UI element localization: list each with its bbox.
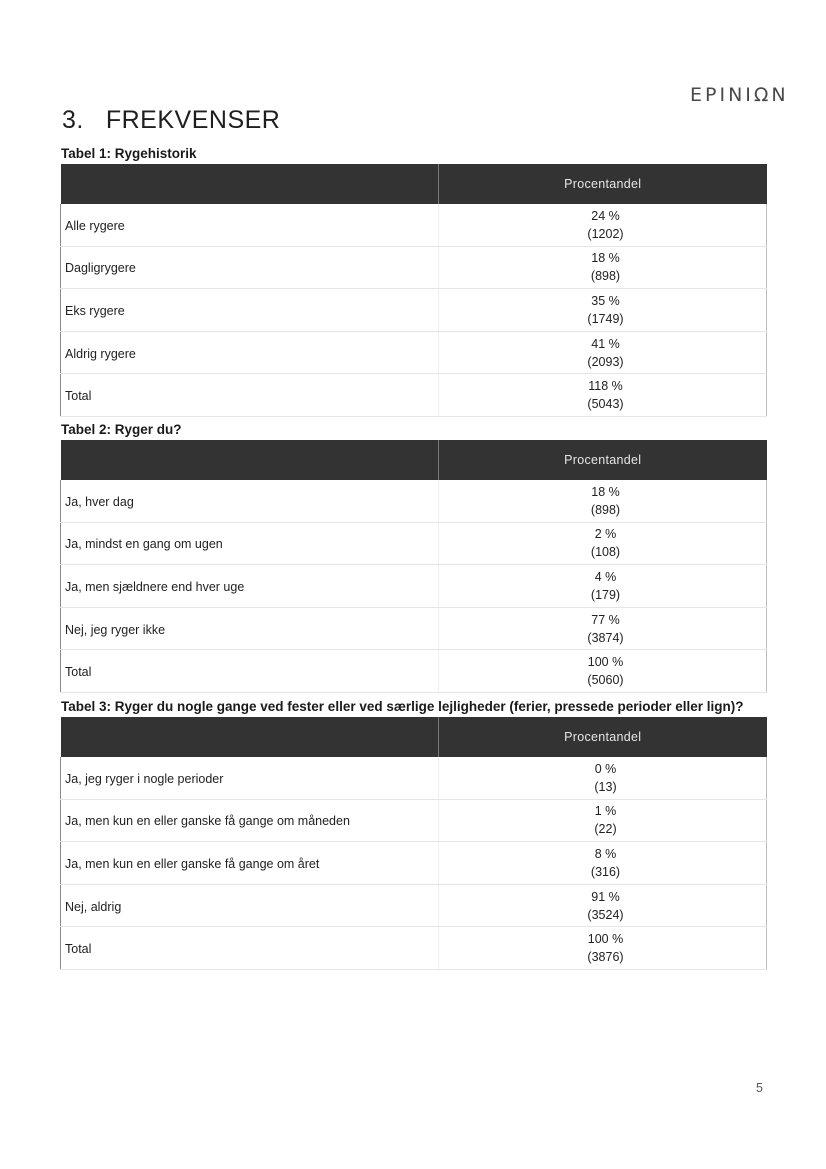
row-value	[439, 927, 767, 970]
count-value: (316)	[590, 864, 621, 879]
percent-value: 100 %	[587, 932, 624, 947]
percent-value: 8 %	[594, 846, 617, 861]
count-value: (5043)	[587, 397, 624, 412]
row-value	[439, 565, 767, 608]
table-row	[61, 289, 767, 332]
column-header-procentandel: Procentandel	[439, 717, 767, 757]
count-value: (3874)	[587, 630, 624, 645]
row-value	[439, 650, 767, 693]
percent-value: 91 %	[591, 889, 620, 904]
count-value: (22)	[594, 822, 617, 837]
column-header-procentandel: Procentandel	[439, 440, 767, 480]
row-label: Aldrig rygere	[61, 331, 439, 374]
table-row	[61, 842, 767, 885]
table-header-row	[61, 440, 767, 480]
row-label: Nej, aldrig	[61, 884, 439, 927]
percent-value: 100 %	[587, 655, 624, 670]
percent-value: 4 %	[594, 569, 617, 584]
table-row	[61, 246, 767, 289]
table-row	[61, 799, 767, 842]
row-value	[439, 289, 767, 332]
table-row	[61, 884, 767, 927]
percent-value: 41 %	[591, 336, 620, 351]
table-row	[61, 757, 767, 799]
count-value: (1749)	[587, 311, 624, 326]
percent-value: 1 %	[594, 804, 617, 819]
count-value: (1202)	[587, 226, 624, 241]
table-3-block	[60, 697, 766, 970]
header-blank-cell	[61, 440, 439, 480]
row-label: Total	[61, 650, 439, 693]
count-value: (3876)	[587, 950, 624, 965]
table-row	[61, 607, 767, 650]
percent-value: 18 %	[591, 484, 620, 499]
row-value	[439, 607, 767, 650]
row-label: Ja, men sjældnere end hver uge	[61, 565, 439, 608]
row-label: Ja, men kun en eller ganske få gange om måneden	[61, 799, 439, 842]
table-row	[61, 204, 767, 246]
percent-value: 24 %	[591, 208, 620, 223]
table-2	[60, 440, 767, 693]
table-3	[60, 717, 767, 970]
table-row-total	[61, 374, 767, 417]
table-row	[61, 480, 767, 522]
count-value: (5060)	[587, 673, 624, 688]
table-row	[61, 522, 767, 565]
column-header-procentandel: Procentandel	[439, 164, 767, 204]
table-2-caption: Tabel 2: Ryger du?	[61, 422, 182, 437]
section-number: 3.	[62, 106, 84, 134]
table-header-row	[61, 164, 767, 204]
row-value	[439, 331, 767, 374]
table-2-block	[60, 420, 766, 693]
row-label: Nej, jeg ryger ikke	[61, 607, 439, 650]
row-label: Dagligrygere	[61, 246, 439, 289]
table-row-total	[61, 650, 767, 693]
row-label: Alle rygere	[61, 204, 439, 246]
count-value: (898)	[590, 502, 621, 517]
table-header-row	[61, 717, 767, 757]
count-value: (13)	[594, 779, 617, 794]
row-value	[439, 246, 767, 289]
count-value: (3524)	[587, 907, 624, 922]
count-value: (108)	[590, 545, 621, 560]
row-label: Ja, jeg ryger i nogle perioder	[61, 757, 439, 799]
section-title-text: FREKVENSER	[105, 106, 281, 134]
percent-value: 118 %	[588, 379, 623, 394]
section-title	[62, 106, 280, 135]
percent-value: 35 %	[591, 293, 620, 308]
row-value	[439, 884, 767, 927]
table-1-caption: Tabel 1: Rygehistorik	[61, 146, 197, 161]
count-value: (2093)	[587, 354, 624, 369]
header-blank-cell	[61, 717, 439, 757]
row-label: Ja, men kun en eller ganske få gange om året	[61, 842, 439, 885]
row-label: Ja, hver dag	[61, 480, 439, 522]
row-label: Ja, mindst en gang om ugen	[61, 522, 439, 565]
row-label: Total	[61, 374, 439, 417]
table-1	[60, 164, 767, 417]
table-row	[61, 565, 767, 608]
count-value: (898)	[590, 269, 621, 284]
table-1-block	[60, 144, 766, 417]
row-value	[439, 522, 767, 565]
header-blank-cell	[61, 164, 439, 204]
epinion-logo: EPINIΩN	[690, 84, 789, 106]
row-label: Eks rygere	[61, 289, 439, 332]
table-row-total	[61, 927, 767, 970]
percent-value: 0 %	[594, 761, 617, 776]
percent-value: 18 %	[591, 251, 620, 266]
count-value: (179)	[590, 587, 621, 602]
percent-value: 77 %	[591, 612, 620, 627]
row-value	[439, 799, 767, 842]
row-value	[439, 757, 767, 799]
row-value	[439, 374, 767, 417]
percent-value: 2 %	[594, 527, 617, 542]
page-number: 5	[756, 1081, 763, 1095]
row-value	[439, 204, 767, 246]
table-row	[61, 331, 767, 374]
table-3-caption: Tabel 3: Ryger du nogle gange ved fester eller ved særlige lejligheder (ferier, pressede perioder eller lign)?	[61, 699, 744, 714]
row-value	[439, 480, 767, 522]
row-value	[439, 842, 767, 885]
row-label: Total	[61, 927, 439, 970]
